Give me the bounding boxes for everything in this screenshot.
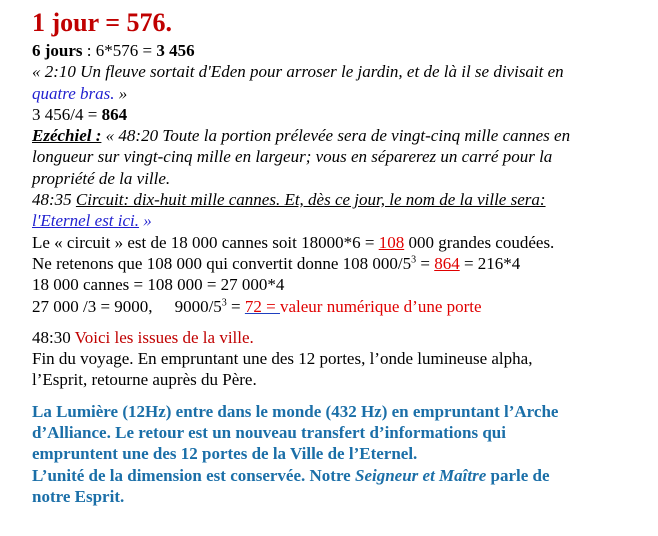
conclusion-line-4 bbox=[32, 465, 642, 486]
gate-value-label: valeur numérique d’une porte bbox=[279, 296, 482, 316]
six-days-label: 6 jours bbox=[32, 41, 83, 60]
convert-equals: = bbox=[416, 253, 435, 273]
verse-48-30-text: Voici les issues de la ville. bbox=[74, 327, 254, 347]
ezekiel-line-3: propriété de la ville. bbox=[32, 168, 171, 188]
circuit-text: Le « circuit » est de 18 000 cannes soit 18000*6 = bbox=[32, 232, 379, 252]
conclusion-line-2: d’Alliance. Le retour est un nouveau transfert d’informations qui bbox=[32, 423, 506, 443]
circuit-red-value: 108 bbox=[378, 232, 405, 252]
convert-exponent: 3 bbox=[411, 254, 417, 266]
ezekiel-line-1 bbox=[32, 125, 642, 146]
verse-48-35-ref: 48:35 bbox=[32, 190, 76, 210]
circuit-text-end: 000 grandes coudées. bbox=[404, 232, 555, 252]
lord-and-master: Seigneur et Maître bbox=[354, 465, 487, 485]
conclusion-text-4b: parle de bbox=[486, 465, 550, 485]
page-title: 1 jour = 576. bbox=[32, 8, 173, 37]
gate-red-value: 72 = bbox=[244, 296, 280, 316]
end-of-journey-line-1: Fin du voyage. En empruntant une des 12 portes, l’onde lumineuse alpha, bbox=[32, 349, 533, 369]
division-formula: 3 456/4 = bbox=[32, 104, 102, 124]
ezekiel-text-1: « 48:20 Toute la portion prélevée sera de vingt-cinq mille cannes en bbox=[101, 126, 571, 146]
gate-formula: 9000/5 bbox=[174, 296, 222, 316]
verse-48-35-close: » bbox=[139, 211, 152, 231]
six-days-line bbox=[32, 40, 642, 61]
division-result: 864 bbox=[101, 104, 128, 124]
convert-end: = 216*4 bbox=[459, 253, 521, 273]
conclusion-line-1: La Lumière (12Hz) entre dans le monde (432 Hz) en empruntant l’Arche bbox=[32, 401, 559, 421]
cannes-line: 18 000 cannes = 108 000 = 27 000*4 bbox=[32, 275, 285, 295]
circuit-line bbox=[32, 232, 642, 253]
verse-48-35-end bbox=[32, 210, 642, 231]
end-of-journey-line-2: l’Esprit, retourne auprès du Père. bbox=[32, 370, 257, 390]
ezekiel-label: Ezéchiel : bbox=[32, 126, 102, 146]
ezekiel-line-2: longueur sur vingt-cinq mille en largeur; vous en séparerez un carré pour la bbox=[32, 147, 553, 167]
eternal-is-here: l'Eternel est ici. bbox=[32, 211, 140, 231]
gate-division: 27 000 /3 = 9000, bbox=[32, 296, 153, 316]
convert-text: Ne retenons que 108 000 qui convertit donne 108 000/5 bbox=[32, 253, 412, 273]
conclusion-line-5: notre Esprit. bbox=[32, 486, 125, 506]
genesis-quote-end bbox=[32, 83, 642, 104]
convert-red-value: 864 bbox=[434, 253, 460, 273]
genesis-quote-line: « 2:10 Un fleuve sortait d'Eden pour arroser le jardin, et de là il se divisait en bbox=[32, 62, 564, 82]
convert-line bbox=[32, 253, 642, 274]
conclusion-line-3: empruntent une des 12 portes de la Ville de l’Eternel. bbox=[32, 444, 418, 464]
quote-close: » bbox=[114, 83, 128, 103]
verse-48-35-line bbox=[32, 189, 642, 210]
gate-value-line bbox=[32, 296, 642, 317]
verse-48-35-circuit: Circuit: dix-huit mille cannes. Et, dès ce jour, le nom de la ville sera: bbox=[75, 190, 546, 210]
gate-equals: = bbox=[226, 296, 245, 316]
six-days-result: 3 456 bbox=[156, 41, 195, 60]
six-days-formula: : 6*576 = bbox=[82, 41, 157, 60]
gate-exponent: 3 bbox=[221, 296, 227, 308]
document-body bbox=[32, 6, 642, 507]
division-line bbox=[32, 104, 642, 125]
conclusion-text-4a: L’unité de la dimension est conservée. Notre bbox=[32, 465, 355, 485]
verse-48-30-ref: 48:30 bbox=[32, 327, 75, 347]
four-arms-text: quatre bras. bbox=[32, 83, 115, 103]
verse-48-30-line bbox=[32, 327, 642, 348]
